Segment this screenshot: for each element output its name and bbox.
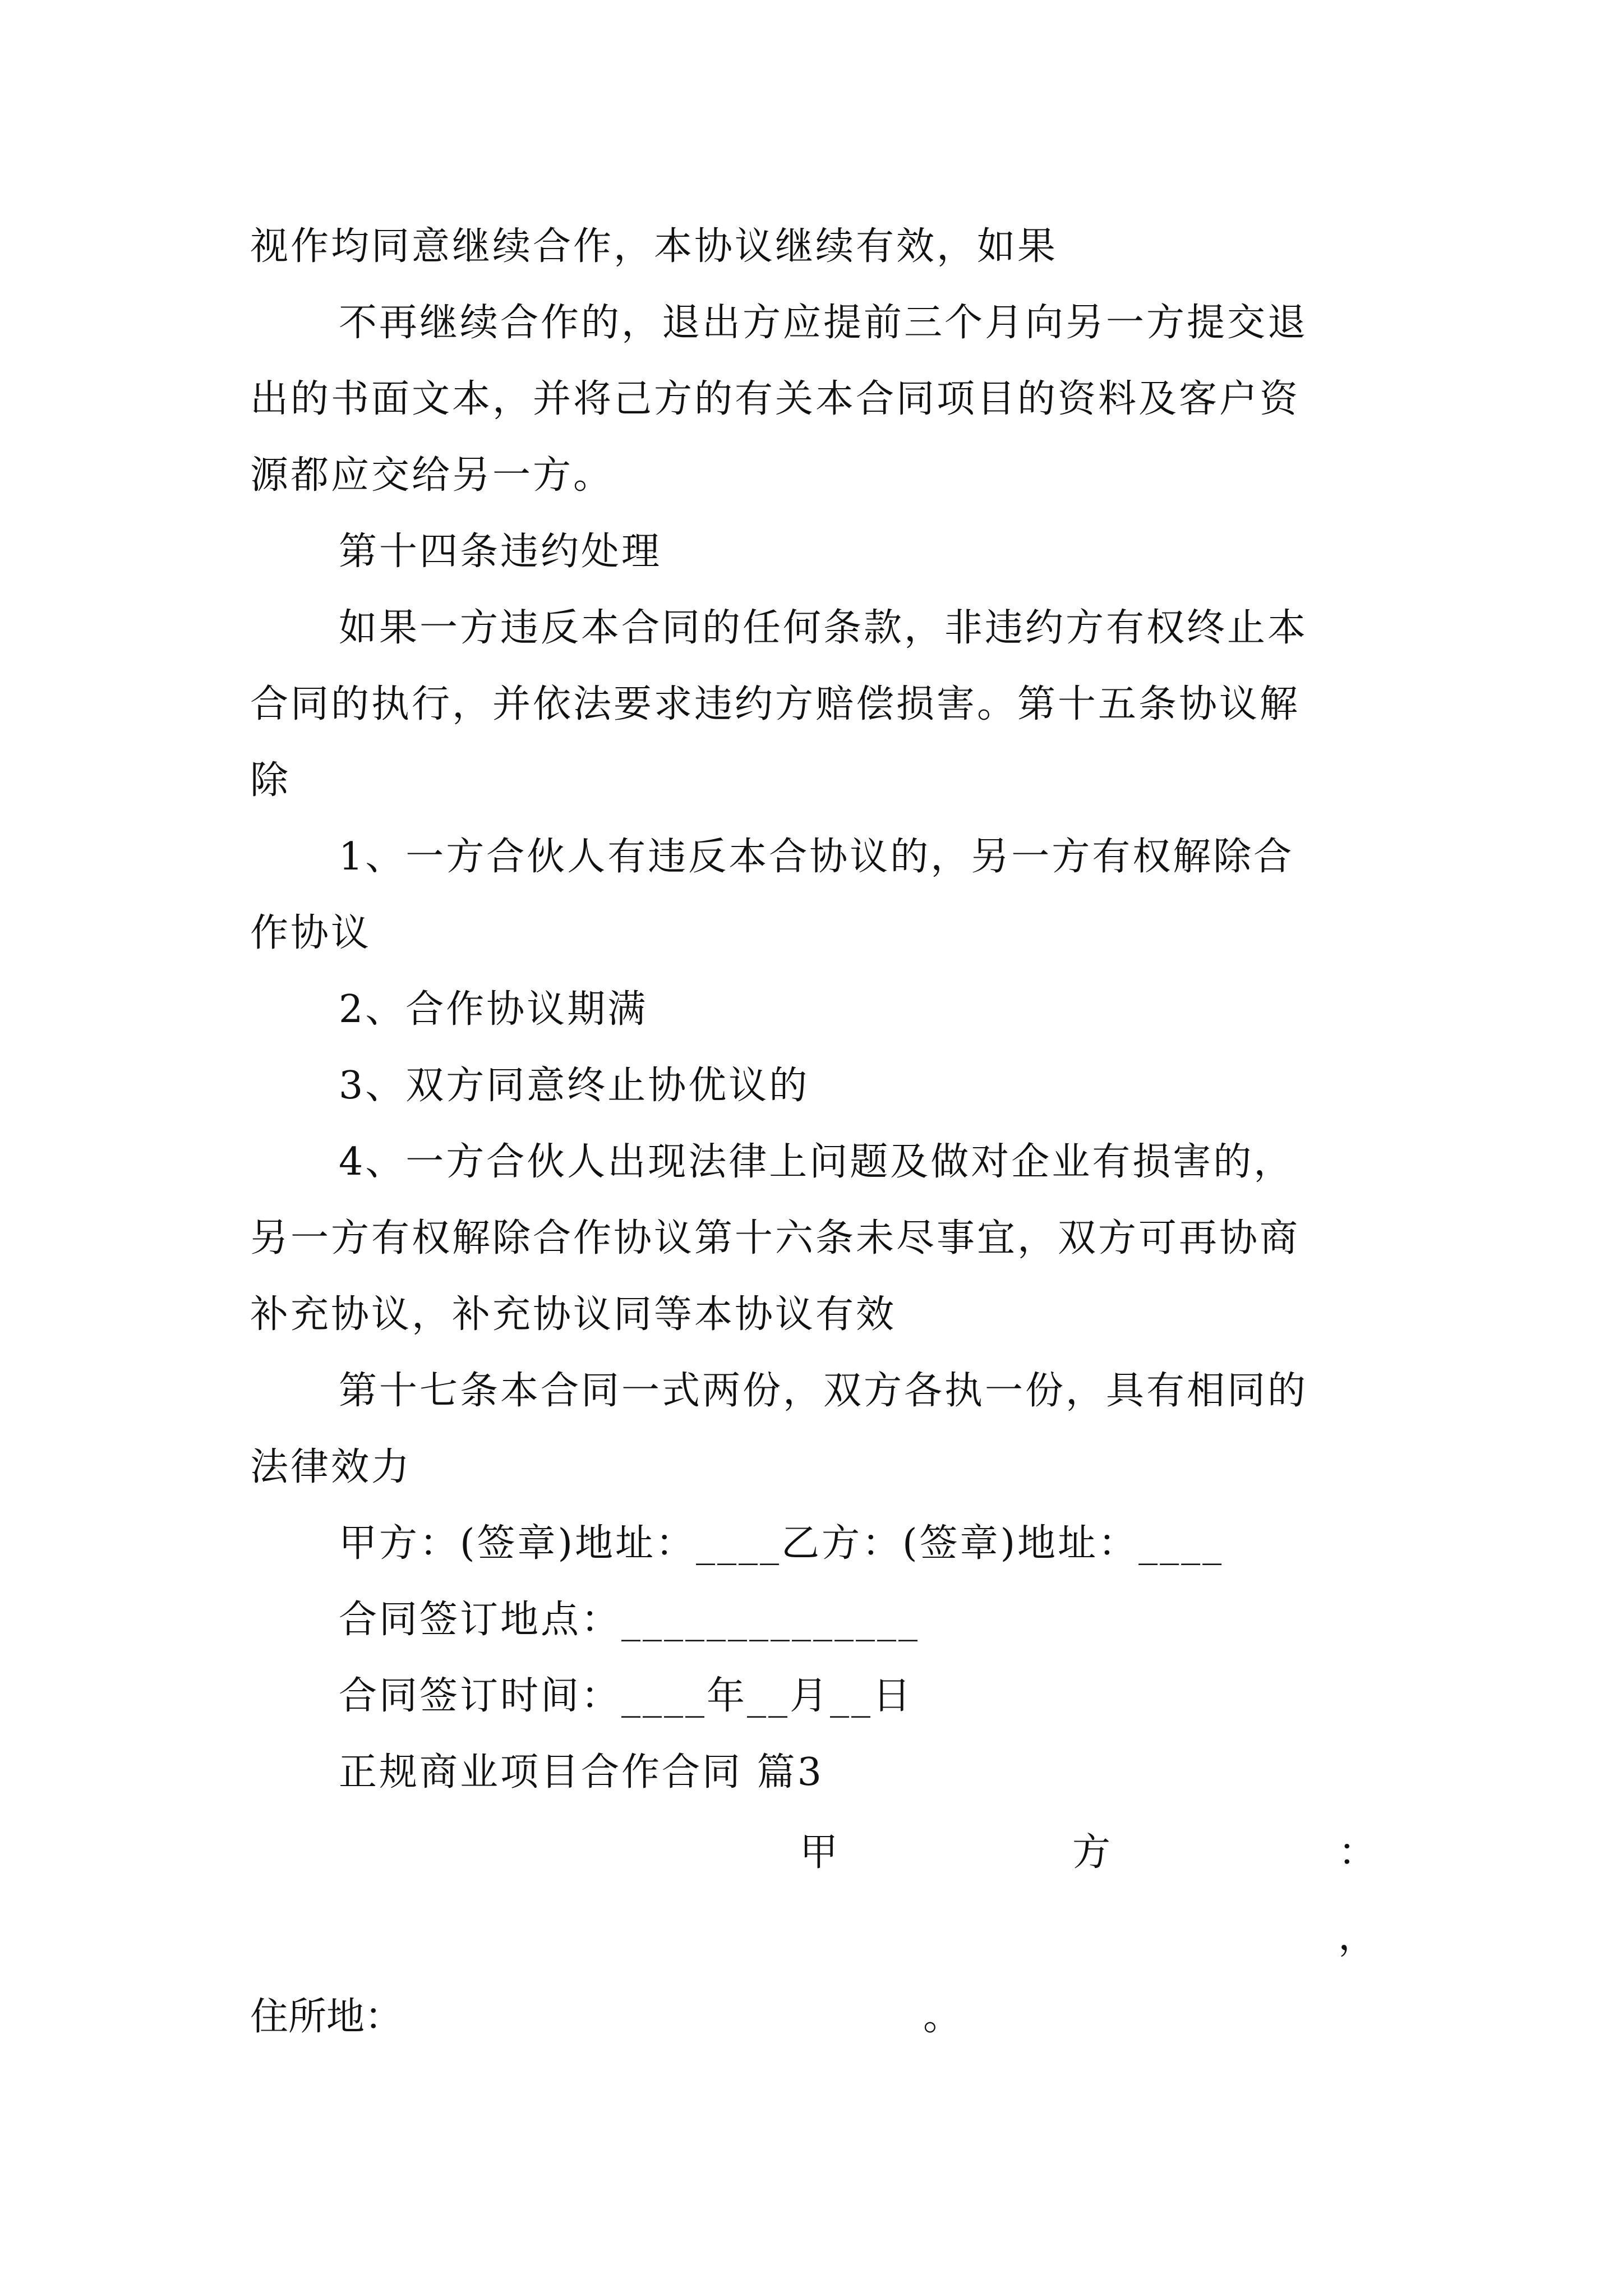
list-item: 1、一方合伙人有违反本合协议的，另一方有权解除合	[339, 835, 1294, 879]
address-row	[250, 1979, 1383, 2055]
text-line: 如果一方违反本合同的任何条款，非违约方有权终止本	[339, 606, 1308, 650]
text-line: 第十七条本合同一式两份，双方各执一份，具有相同的	[339, 1369, 1308, 1413]
party-a-colon: ：	[1338, 1830, 1377, 1875]
party-a-char: 方	[1072, 1830, 1111, 1875]
text-line: 法律效力	[250, 1445, 412, 1489]
address-end-mark: 。	[923, 1995, 962, 2039]
comma-mark: ，	[1338, 1915, 1377, 1959]
party-a-row	[250, 1811, 1383, 1895]
address-label: 住所地：	[250, 1995, 403, 2039]
list-item: 2、合作协议期满	[339, 987, 648, 1032]
party-a-char: 甲	[800, 1830, 838, 1875]
signature-line: 甲方：(签章)地址：____乙方：(签章)地址：____	[339, 1521, 1224, 1566]
list-item: 3、双方同意终止协优议的	[339, 1064, 810, 1108]
list-item: 4、一方合伙人出现法律上问题及做对企业有损害的，	[339, 1140, 1294, 1184]
text-line: 补充协议，补充协议同等本协议有效	[250, 1292, 897, 1337]
text-line: 源都应交给另一方。	[250, 453, 614, 498]
text-line: 作协议	[250, 911, 372, 955]
document-body	[250, 209, 1383, 2055]
text-line: 除	[250, 758, 291, 803]
section-heading: 第十四条违约处理	[339, 530, 662, 574]
text-line: 另一方有权解除合作协议第十六条未尽事宜，双方可再协商	[250, 1216, 1301, 1260]
text-line: 出的书面文本，并将己方的有关本合同项目的资料及客户资	[250, 377, 1301, 421]
section-title: 正规商业项目合作合同 篇3	[339, 1750, 824, 1795]
signing-place-line: 合同签订地点：______________	[339, 1598, 920, 1642]
comma-row	[250, 1895, 1383, 1979]
text-line: 合同的执行，并依法要求违约方赔偿损害。第十五条协议解	[250, 682, 1301, 726]
signing-date-line: 合同签订时间：____年__月__日	[339, 1674, 914, 1718]
text-line: 视作均同意继续合作，本协议继续有效，如果	[250, 224, 1058, 269]
text-line: 不再继续合作的，退出方应提前三个月向另一方提交退	[339, 301, 1308, 345]
